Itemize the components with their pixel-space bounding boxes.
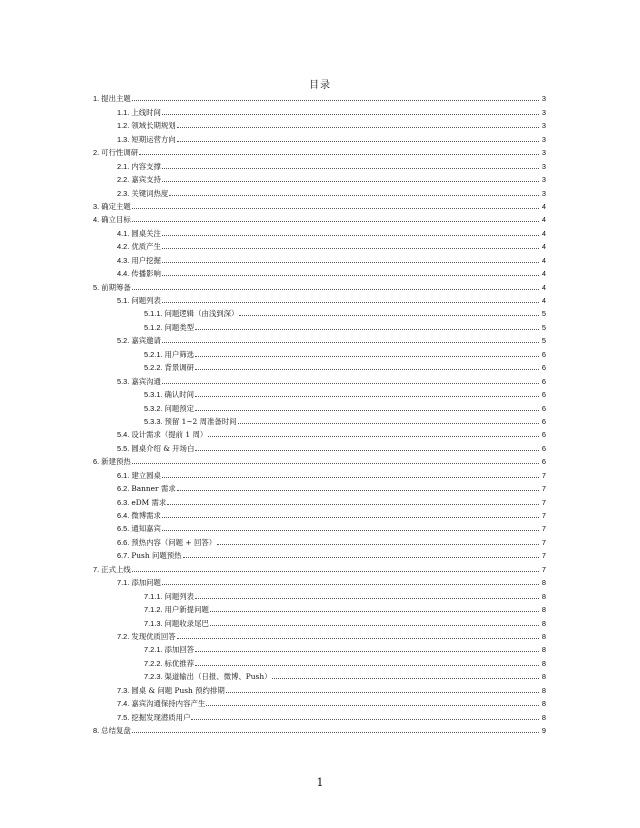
toc-entry-number: 1.1.: [117, 107, 130, 117]
toc-entry-label: 问题类型: [164, 322, 195, 332]
toc-entry-label: 确认时间: [164, 390, 195, 400]
dot-leader: [206, 704, 539, 706]
dot-leader: [177, 140, 539, 142]
toc-entry[interactable]: [93, 547, 546, 560]
toc-entry[interactable]: [93, 493, 546, 506]
toc-entry[interactable]: [93, 628, 546, 641]
toc-entry-number: 5.5.: [117, 443, 130, 453]
toc-entry[interactable]: [93, 708, 546, 721]
toc-entry[interactable]: [93, 130, 546, 143]
toc-entry-label: 优质产生: [131, 242, 161, 252]
dot-leader: [177, 489, 539, 491]
toc-entry-number: 5.2.: [117, 336, 130, 346]
toc-entry-page: 6: [541, 403, 546, 413]
toc-entry[interactable]: [93, 238, 546, 251]
toc-entry-label: 嘉宾邀请: [131, 336, 161, 346]
dot-leader: [162, 234, 539, 236]
toc-entry-label: 圆桌 & 问题 Push 预约排期: [131, 685, 225, 695]
toc-entry-page: 4: [541, 255, 546, 265]
toc-entry[interactable]: [93, 695, 546, 708]
page-number: 1: [316, 776, 324, 789]
dot-leader: [132, 462, 539, 464]
toc-entry[interactable]: [93, 157, 546, 170]
toc-entry[interactable]: [93, 305, 546, 318]
toc-entry-label: 预留 1~2 周准备时间: [164, 416, 237, 426]
toc-entry-page: 3: [541, 148, 546, 158]
toc-entry-page: 7: [541, 470, 546, 480]
toc-entry[interactable]: [93, 641, 546, 654]
dot-leader: [208, 435, 539, 437]
toc-entry-number: 6.5.: [117, 524, 130, 534]
dot-leader: [177, 637, 539, 639]
toc-entry-label: 标优推荐: [164, 658, 195, 668]
toc-entry-page: 3: [541, 161, 546, 171]
toc-entry-label: 用户新提问题: [164, 605, 209, 615]
toc-entry[interactable]: [93, 224, 546, 237]
toc-entry-label: 预热内容（问题 + 回答）: [131, 537, 217, 547]
toc-entry-page: 3: [541, 107, 546, 117]
toc-entry-number: 5.2.1.: [144, 349, 163, 359]
dot-leader: [132, 570, 539, 572]
toc-entry-number: 5.3.1.: [144, 390, 163, 400]
dot-leader: [132, 99, 539, 101]
toc-entry-number: 5.2.2.: [144, 363, 163, 373]
dot-leader: [177, 126, 539, 128]
toc-entry-page: 7: [541, 537, 546, 547]
toc-entry-page: 3: [541, 94, 546, 104]
dot-leader: [162, 274, 539, 276]
toc-entry-label: 可行性调研: [101, 148, 139, 158]
toc-entry-number: 5.4.: [117, 430, 130, 440]
toc-entry-label: 确定主题: [101, 201, 131, 211]
toc-entry-number: 5.3.3.: [144, 416, 163, 426]
toc-entry-label: 圆桌介绍 & 开场白: [131, 443, 195, 453]
toc-entry-page: 8: [541, 618, 546, 628]
toc-entry-page: 3: [541, 175, 546, 185]
dot-leader: [217, 543, 539, 545]
toc-entry-number: 3.: [93, 201, 100, 211]
toc-entry-number: 5.3.2.: [144, 403, 163, 413]
toc-entry-page: 8: [541, 699, 546, 709]
toc-entry[interactable]: [93, 453, 546, 466]
toc-entry-page: 8: [541, 578, 546, 588]
toc-entry-page: 7: [541, 484, 546, 494]
toc-entry-label: 总结复盘: [101, 726, 131, 735]
toc-entry-number: 4.3.: [117, 255, 130, 265]
dot-leader: [238, 422, 539, 424]
toc-entry-label: 微博需求: [131, 511, 161, 520]
toc-entry[interactable]: [93, 601, 546, 614]
toc-entry[interactable]: [93, 144, 546, 157]
toc-entry-page: 6: [541, 457, 546, 467]
toc-entry[interactable]: [93, 413, 546, 426]
toc-entry[interactable]: [93, 439, 546, 452]
toc-entry[interactable]: [93, 533, 546, 546]
toc-entry-number: 7.1.2.: [144, 605, 163, 615]
toc-entry-page: 6: [541, 416, 546, 426]
toc-entry-number: 2.2.: [117, 175, 130, 185]
toc-entry-number: 4.: [93, 215, 100, 225]
toc-entry-number: 6.1.: [117, 470, 130, 480]
toc-entry-page: 8: [541, 631, 546, 641]
dot-leader: [139, 153, 539, 155]
toc-entry-number: 1.3.: [117, 134, 130, 144]
toc-entry-label: 问题列表: [131, 296, 161, 305]
toc-entry-label: 设计需求（提前 1 周）: [131, 430, 208, 440]
toc-entry[interactable]: [93, 466, 546, 479]
toc-entry-label: 添加回答: [164, 645, 195, 655]
toc-entry-number: 5.1.: [117, 296, 130, 305]
toc-entry[interactable]: [93, 668, 546, 681]
toc-entry[interactable]: [93, 265, 546, 278]
toc-entry-label: Push 问题预热: [131, 551, 182, 561]
dot-leader: [132, 220, 539, 222]
dot-leader: [195, 355, 539, 357]
toc-entry[interactable]: [93, 372, 546, 385]
toc-entry[interactable]: [93, 211, 546, 224]
dot-leader: [195, 449, 539, 451]
toc-entry-page: 8: [541, 712, 546, 722]
dot-leader: [162, 583, 539, 585]
toc-entry-number: 1.2.: [117, 121, 130, 131]
dot-leader: [162, 113, 539, 115]
toc-entry[interactable]: [93, 171, 546, 184]
toc-entry-label: 内容支撑: [131, 161, 161, 171]
dot-leader: [195, 328, 539, 330]
dot-leader: [162, 516, 539, 518]
toc-entry-number: 7.2.: [117, 631, 130, 641]
toc-entry[interactable]: [93, 574, 546, 587]
toc-entry-number: 7.5.: [117, 712, 130, 722]
dot-leader: [272, 677, 539, 679]
toc-entry-page: 4: [541, 269, 546, 279]
toc-entry-label: 建立圆桌: [131, 470, 161, 480]
toc-entry-page: 4: [541, 242, 546, 252]
toc-entry-page: 4: [541, 228, 546, 238]
toc-entry[interactable]: [93, 278, 546, 291]
dot-leader: [132, 288, 539, 290]
toc-entry-label: 用户挖掘: [131, 255, 161, 265]
toc-entry-label: 发现优质回答: [131, 631, 176, 641]
toc-entry-label: 挖掘发现潜质用户: [131, 712, 191, 722]
toc-entry-label: 用户筛选: [164, 349, 195, 359]
toc-entry-number: 6.7.: [117, 551, 130, 561]
toc-entry-page: 8: [541, 591, 546, 601]
dot-leader: [132, 207, 539, 209]
toc-entry-page: 6: [541, 349, 546, 359]
toc-entry-page: 6: [541, 430, 546, 440]
dot-leader: [132, 731, 539, 733]
toc-entry-page: 8: [541, 605, 546, 615]
toc-entry[interactable]: [93, 399, 546, 412]
toc-entry-label: eDM 需求: [131, 497, 167, 507]
toc-entry-page: 4: [541, 282, 546, 292]
toc-entry[interactable]: [93, 507, 546, 520]
dot-leader: [195, 395, 539, 397]
toc-entry-page: 3: [541, 188, 546, 198]
toc-entry-page: 7: [541, 524, 546, 534]
toc-entry-label: 添加问题: [131, 578, 161, 588]
toc-entry-label: 嘉宾沟通保持内容产生: [131, 699, 206, 709]
dot-leader: [162, 382, 539, 384]
toc-entry[interactable]: [93, 520, 546, 533]
dot-leader: [195, 597, 539, 599]
toc-entry-label: 短期运营方向: [131, 134, 176, 144]
toc-entry-page: 6: [541, 376, 546, 386]
toc-entry-number: 6.2.: [117, 484, 130, 494]
toc-entry-number: 7.1.: [117, 578, 130, 588]
toc-entry[interactable]: [93, 292, 546, 305]
toc-entry-number: 7.2.1.: [144, 645, 163, 655]
toc-entry-page: 7: [541, 497, 546, 507]
toc-entry-number: 7.2.2.: [144, 658, 163, 668]
toc-entry[interactable]: [93, 184, 546, 197]
toc-entry-page: 7: [541, 564, 546, 574]
toc-entry-page: 7: [541, 511, 546, 520]
toc-entry[interactable]: [93, 332, 546, 345]
dot-leader: [195, 664, 539, 666]
dot-leader: [195, 368, 539, 370]
toc-entry-label: 问题列表: [164, 591, 195, 601]
toc-entry-page: 8: [541, 645, 546, 655]
toc-entry-label: 嘉宾沟通: [131, 376, 161, 386]
toc-entry-page: 4: [541, 215, 546, 225]
toc-entry[interactable]: [93, 251, 546, 264]
toc-entry[interactable]: [93, 480, 546, 493]
toc-entry[interactable]: [93, 359, 546, 372]
toc-entry[interactable]: [93, 386, 546, 399]
toc-entry-label: 渠道输出（日报、微博、Push）: [164, 672, 272, 682]
toc-entry-label: 上线时间: [131, 107, 161, 117]
toc-entry-page: 8: [541, 672, 546, 682]
dot-leader: [183, 556, 539, 558]
toc-entry[interactable]: [93, 103, 546, 116]
toc-entry[interactable]: [93, 560, 546, 573]
toc-entry-label: 正式上线: [101, 564, 131, 574]
table-of-contents: [93, 90, 546, 735]
toc-entry[interactable]: [93, 681, 546, 694]
toc-entry-number: 4.2.: [117, 242, 130, 252]
toc-entry-number: 7.1.1.: [144, 591, 163, 601]
dot-leader: [191, 718, 539, 720]
toc-entry-number: 5.1.1.: [144, 309, 163, 319]
toc-entry-page: 8: [541, 658, 546, 668]
dot-leader: [195, 409, 539, 411]
dot-leader: [162, 167, 539, 169]
toc-entry-number: 7.1.3.: [144, 618, 163, 628]
toc-entry[interactable]: [93, 318, 546, 331]
toc-entry-page: 4: [541, 296, 546, 305]
toc-entry[interactable]: [93, 198, 546, 211]
dot-leader: [239, 314, 539, 316]
toc-entry-page: 5: [541, 309, 546, 319]
dot-leader: [226, 691, 539, 693]
toc-entry-label: 领域长期规划: [131, 121, 176, 131]
toc-entry-number: 5.3.: [117, 376, 130, 386]
dot-leader: [195, 650, 539, 652]
toc-entry-number: 5.1.2.: [144, 322, 163, 332]
toc-entry-number: 8.: [93, 726, 100, 735]
dot-leader: [210, 624, 539, 626]
toc-entry[interactable]: [93, 722, 546, 735]
toc-entry-page: 7: [541, 551, 546, 561]
toc-entry-number: 2.: [93, 148, 100, 158]
toc-entry-label: 提出主题: [101, 94, 131, 104]
toc-entry-number: 2.1.: [117, 161, 130, 171]
toc-entry-number: 6.6.: [117, 537, 130, 547]
toc-entry-label: 新建预热: [101, 457, 131, 467]
toc-entry-number: 7.2.3.: [144, 672, 163, 682]
dot-leader: [169, 194, 539, 196]
toc-entry-page: 6: [541, 443, 546, 453]
toc-entry-number: 6.4.: [117, 511, 130, 520]
toc-entry-page: 5: [541, 336, 546, 346]
toc-entry-number: 6.: [93, 457, 100, 467]
toc-entry-label: 背景调研: [164, 363, 195, 373]
dot-leader: [210, 610, 539, 612]
toc-entry-number: 7.4.: [117, 699, 130, 709]
toc-entry[interactable]: [93, 587, 546, 600]
toc-entry-label: 圆桌关注: [131, 228, 161, 238]
toc-entry-label: 传播影响: [131, 269, 161, 279]
toc-entry-number: 4.4.: [117, 269, 130, 279]
dot-leader: [162, 529, 539, 531]
toc-entry-number: 6.3.: [117, 497, 130, 507]
toc-entry-number: 7.: [93, 564, 100, 574]
toc-entry-page: 8: [541, 685, 546, 695]
toc-entry-label: 问题收录尾巴: [164, 618, 209, 628]
toc-entry[interactable]: [93, 614, 546, 627]
toc-entry-label: Banner 需求: [131, 484, 176, 494]
toc-entry-label: 通知嘉宾: [131, 524, 161, 534]
toc-entry-label: 问题预定: [164, 403, 195, 413]
toc-entry[interactable]: [93, 654, 546, 667]
dot-leader: [162, 261, 539, 263]
toc-entry-number: 1.: [93, 94, 100, 104]
toc-entry-label: 嘉宾支持: [131, 175, 161, 185]
toc-entry[interactable]: [93, 90, 546, 103]
dot-leader: [162, 341, 539, 343]
toc-entry-number: 4.1.: [117, 228, 130, 238]
dot-leader: [162, 247, 539, 249]
toc-entry-page: 9: [541, 726, 546, 735]
dot-leader: [162, 301, 539, 303]
toc-entry-label: 问题逻辑（由浅到深）: [164, 309, 239, 319]
toc-entry-page: 6: [541, 363, 546, 373]
toc-entry[interactable]: [93, 426, 546, 439]
toc-entry[interactable]: [93, 117, 546, 130]
dot-leader: [162, 180, 539, 182]
toc-entry-page: 4: [541, 201, 546, 211]
toc-entry-number: 2.3.: [117, 188, 130, 198]
toc-entry-label: 关键词热度: [131, 188, 169, 198]
toc-entry-page: 3: [541, 121, 546, 131]
toc-title: 目录: [309, 80, 331, 91]
dot-leader: [167, 503, 539, 505]
toc-entry[interactable]: [93, 345, 546, 358]
toc-entry-number: 7.3.: [117, 685, 130, 695]
toc-entry-page: 5: [541, 322, 546, 332]
toc-entry-page: 3: [541, 134, 546, 144]
toc-entry-number: 5.: [93, 282, 100, 292]
toc-entry-label: 确立目标: [101, 215, 131, 225]
toc-entry-label: 前期筹备: [101, 282, 131, 292]
dot-leader: [162, 476, 539, 478]
toc-entry-page: 6: [541, 390, 546, 400]
